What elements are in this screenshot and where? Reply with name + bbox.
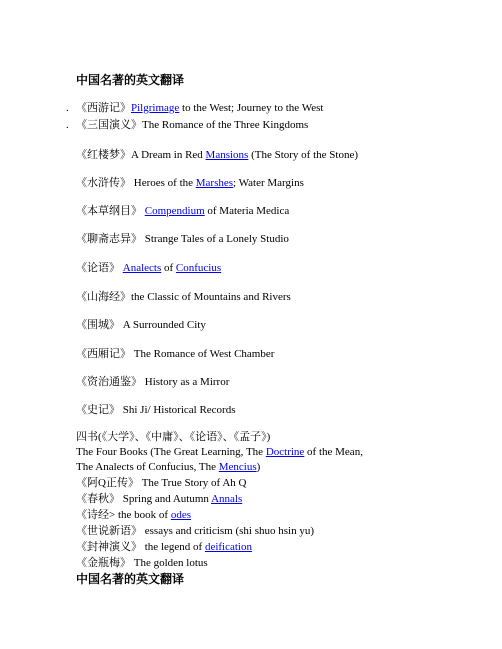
title-line <box>76 148 358 162</box>
line-text: 《西厢记》 The Romance of West Chamber <box>76 348 275 360</box>
bullet-dot: . <box>66 102 69 114</box>
line-text: 《史记》 Shi Ji/ Historical Records <box>76 404 236 416</box>
line-text: 《春秋》 Spring and Autumn <box>76 493 212 505</box>
term-link[interactable]: Analects <box>122 262 162 274</box>
book-line <box>76 556 208 570</box>
line-text: 四书(《大学》、《中庸》、《论语》、《孟子》) <box>76 431 271 443</box>
title-line <box>76 403 236 417</box>
line-text: 《红楼梦》A Dream in Red <box>76 149 206 161</box>
book-line <box>76 524 314 538</box>
line-text: 《世说新语》 essays and criticism (shi shuo hsin yu) <box>76 525 315 537</box>
line-text: 《封神演义》 the legend of <box>76 541 205 553</box>
line-text: 《三国演义》The Romance of the Three Kingdoms <box>76 119 309 131</box>
title-line <box>76 204 289 218</box>
term-link[interactable]: Compendium <box>144 205 205 217</box>
line-text: of Materia Medica <box>204 205 290 217</box>
line-text: 《围城》 A Surrounded City <box>76 319 206 331</box>
line-text: 《山海经》the Classic of Mountains and Rivers <box>76 291 291 303</box>
book-line <box>76 460 260 474</box>
title-line <box>76 347 274 361</box>
title-line <box>76 290 291 304</box>
term-link[interactable]: Confucius <box>175 262 222 274</box>
line-text: of <box>161 262 176 274</box>
line-text: of the Mean, <box>304 446 363 458</box>
term-link[interactable]: odes <box>170 509 191 521</box>
line-text: 《西游记》 <box>76 102 131 114</box>
title-line <box>66 101 323 115</box>
line-text: 《资治通鉴》 History as a Mirror <box>76 376 230 388</box>
line-text: 《水浒传》 Heroes of the <box>76 177 196 189</box>
term-link[interactable]: Annals <box>211 493 243 505</box>
line-text: 《金瓶梅》 The golden lotus <box>76 557 208 569</box>
line-text: (The Story of the Stone) <box>248 149 359 161</box>
title-line <box>76 176 304 190</box>
repeated-heading: 中国名著的英文翻译 <box>76 572 185 586</box>
line-text: The Analects of Confucius, The <box>76 461 219 473</box>
line-text: The Four Books (The Great Learning, The <box>76 446 266 458</box>
book-line <box>76 430 270 444</box>
line-text: ) <box>256 461 261 473</box>
line-text: 《聊斋志异》 Strange Tales of a Lonely Studio <box>76 233 289 245</box>
book-line <box>76 492 242 506</box>
line-text: 《论语》 <box>76 262 123 274</box>
line-text: 《诗经> the book of <box>76 509 171 521</box>
line-text: 《本草纲目》 <box>76 205 145 217</box>
book-line <box>76 508 191 522</box>
line-text: to the West; Journey to the West <box>179 102 324 114</box>
book-line <box>76 476 247 490</box>
title-line <box>76 232 289 246</box>
term-link[interactable]: Mencius <box>218 461 257 473</box>
title-line <box>66 118 308 132</box>
term-link[interactable]: Doctrine <box>265 446 305 458</box>
title-line <box>76 375 229 389</box>
title-line <box>76 318 206 332</box>
book-line <box>76 540 252 554</box>
title-line <box>76 261 221 275</box>
book-line <box>76 445 363 459</box>
line-text: ; Water Margins <box>233 177 304 189</box>
term-link[interactable]: deification <box>204 541 252 553</box>
line-text: 《阿Q正传》 The True Story of Ah Q <box>76 477 247 489</box>
term-link[interactable]: Pilgrimage <box>131 102 180 114</box>
term-link[interactable]: Mansions <box>205 149 249 161</box>
term-link[interactable]: Marshes <box>195 177 234 189</box>
page-title: 中国名著的英文翻译 <box>76 73 185 87</box>
bullet-dot: . <box>66 119 69 131</box>
